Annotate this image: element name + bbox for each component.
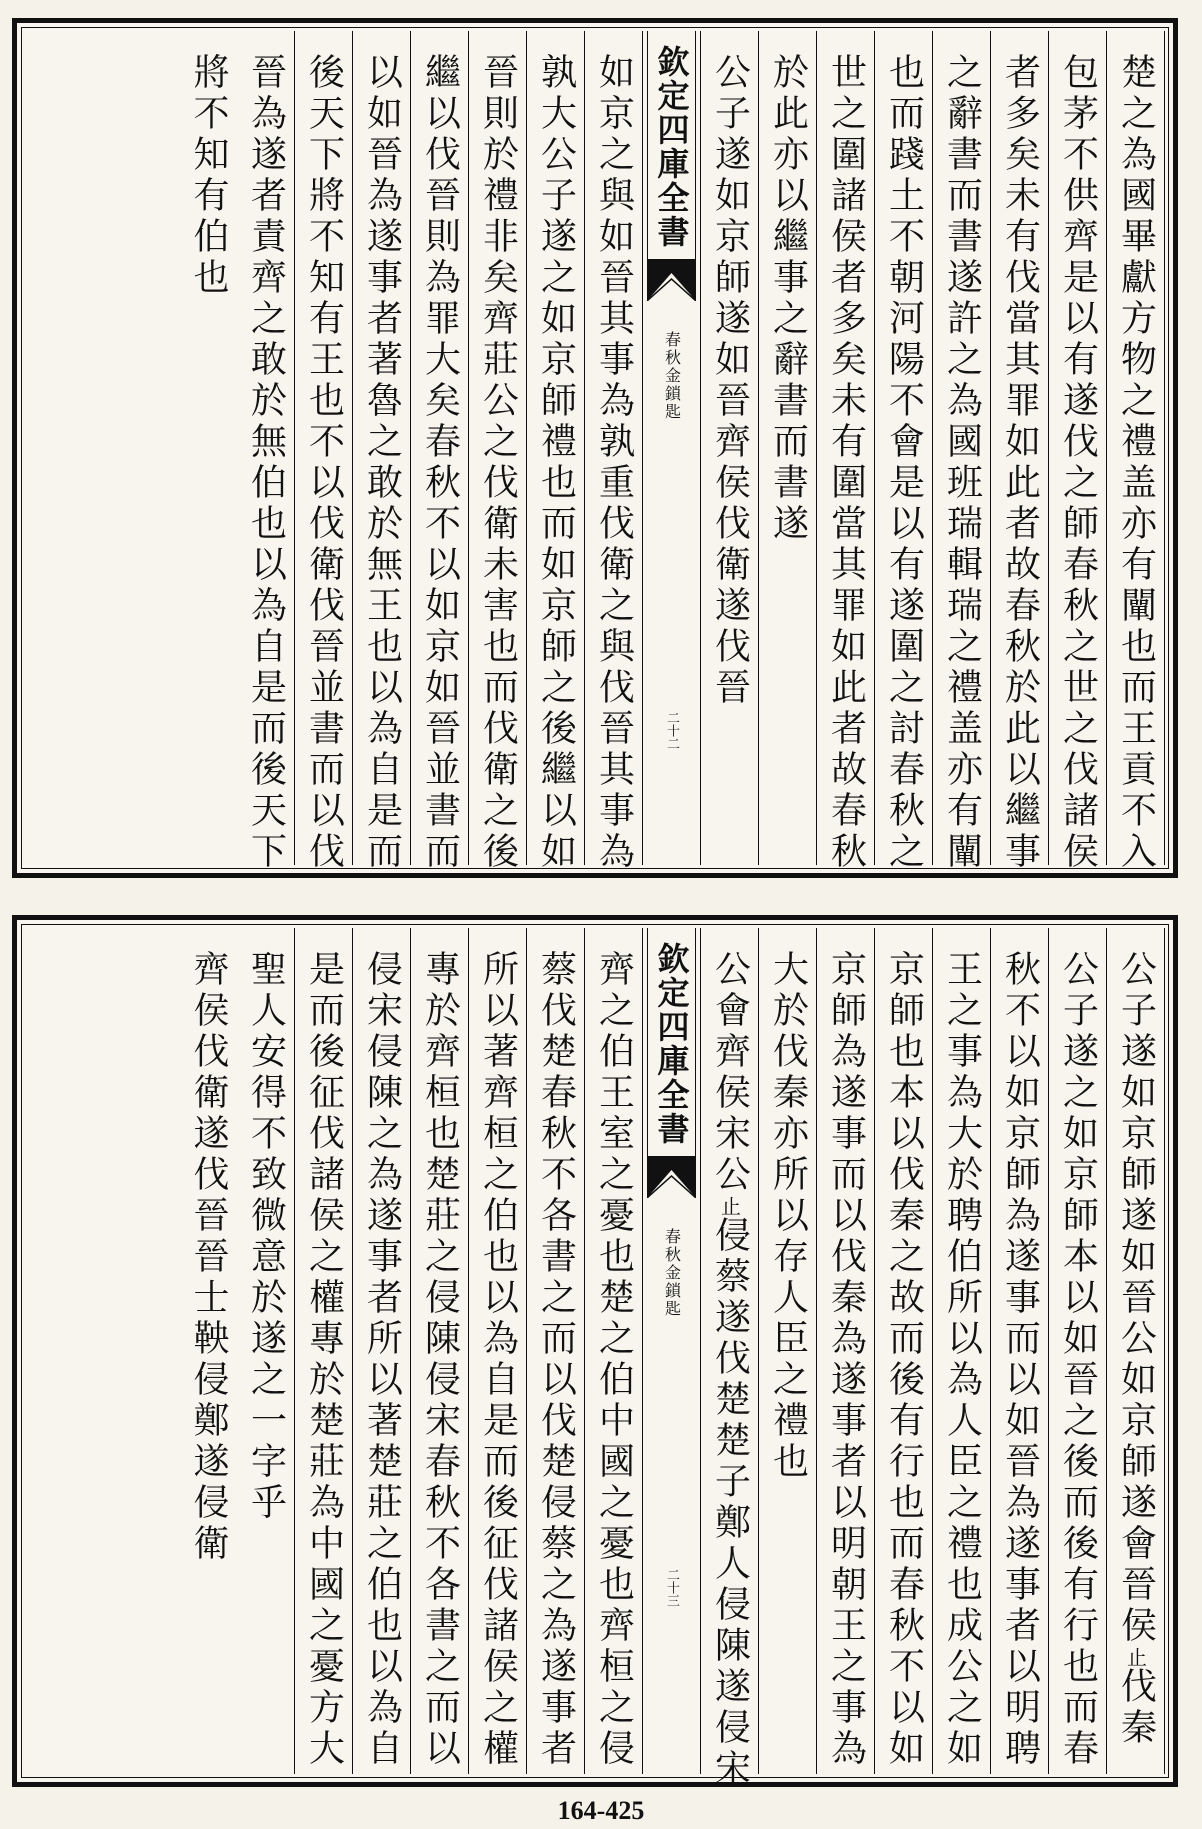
column-text: 者多矣未有伐當其罪如此者故春秋於此以繼事 [999,53,1041,873]
book-subtitle-wrap [643,331,700,421]
column-text: 於此亦以繼事之辭書而書遂 [767,53,809,545]
text-column [759,928,817,1774]
column-text: 所以著齊桓之伯也以為自是而後征伐諸侯之權 [477,950,519,1770]
page-number: 二十三 [664,1568,679,1607]
book-title: 欽定四庫全書 [652,45,691,249]
text-column [991,928,1049,1774]
text-column [469,928,527,1774]
text-column [527,928,585,1774]
book-title-box [647,31,696,259]
book-subtitle: 春秋金鎖匙 [662,1228,682,1318]
text-column [933,31,991,873]
text-column [527,31,585,873]
column-text: 將不知有伯也 [188,53,229,299]
column-main-text: 公會齊侯宋公 [709,950,751,1196]
text-column [817,31,875,873]
column-text: 包茅不供齊是以有遂伐之師春秋之世之伐諸侯 [1057,53,1099,873]
column-text [1115,950,1157,1774]
column-text: 楚之為國畢獻方物之禮盖亦有闡也而王貢不入 [1115,53,1157,873]
page-number: 二十二 [664,711,679,750]
text-column [991,31,1049,873]
book-subtitle: 春秋金鎖匙 [662,331,682,421]
column-text: 秋不以如京師為遂事而以如晉為遂事者以明聘 [999,950,1041,1770]
text-column [179,31,237,865]
text-column [237,31,295,873]
text-column [469,31,527,873]
column-text: 聖人安得不致微意於遂之一字乎 [245,950,287,1524]
bottom-page [12,915,1178,1790]
text-column [585,31,643,873]
column-text: 蔡伐楚春秋不各書之而以伐楚侵蔡之為遂事者 [535,950,577,1770]
column-text: 孰大公子遂之如京師禮也而如京師之後繼以如 [535,53,577,873]
column-text: 繼以伐晉則為罪大矣春秋不以如京如晉並書而 [419,53,461,873]
column-text: 以如晉為遂事者著魯之敢於無王也以為自是而 [361,53,403,873]
text-column [179,928,237,1774]
top-columns [25,31,1165,873]
text-column [817,928,875,1774]
text-column [1049,928,1107,1774]
fish-tail-ornament [647,259,696,301]
fish-tail-icon [647,259,696,301]
column-text: 京師為遂事而以伐秦為遂事者以明朝王之事為 [825,950,867,1770]
text-column [411,31,469,873]
column-text: 侵宋侵陳之為遂事者所以著楚莊之伯也以為自 [361,950,403,1770]
text-column [1049,31,1107,873]
text-column [585,928,643,1774]
text-column [353,31,411,873]
text-column [295,31,353,873]
volume-page-number: 164-425 [557,1796,645,1825]
page-number-wrap [643,711,700,750]
text-column [237,928,295,1774]
column-text: 公子遂之如京師本以如晉之後而後有行也而春 [1057,950,1099,1770]
text-column [875,928,933,1774]
text-column [759,31,817,865]
column-text: 京師也本以伐秦之故而後有行也而春秋不以如 [883,950,925,1770]
text-column [353,928,411,1774]
column-text: 之辭書而書遂許之為國班瑞輯瑞之禮盖亦有闡 [941,53,983,873]
top-page [12,18,1178,878]
text-column [933,928,991,1774]
text-column [701,928,759,1790]
column-tail-text: 侵蔡遂伐楚楚子鄭人侵陳遂侵宋 [709,1216,751,1790]
column-text: 世之圍諸侯者多矣未有圍當其罪如此者故春秋 [825,53,867,873]
text-column [701,31,759,865]
column-text: 後天下將不知有王也不以伐衛伐晉並書而以伐 [303,53,345,873]
center-margin [643,928,701,1774]
column-tail-text: 伐秦 [1115,1667,1157,1749]
column-text: 也而踐土不朝河陽不會是以有遂圍之討春秋之 [883,53,925,873]
text-column [1107,31,1165,873]
book-title: 欽定四庫全書 [652,942,691,1146]
text-column [875,31,933,873]
column-text: 如京之與如晉其事為孰重伐衛之與伐晉其事為 [593,53,635,873]
column-text: 專於齊桓也楚莊之侵陳侵宋春秋不各書之而以 [419,950,461,1770]
text-column [411,928,469,1774]
page-number-wrap [643,1568,700,1607]
column-note: 止 [717,1196,742,1216]
book-subtitle-wrap [643,1228,700,1318]
column-text: 大於伐秦亦所以存人臣之禮也 [767,950,809,1483]
column-text: 齊侯伐衛遂伐晉晉士鞅侵鄭遂侵衛 [188,950,229,1565]
column-text: 是而後征伐諸侯之權專於楚莊為中國之憂方大 [303,950,345,1770]
column-note: 止 [1123,1647,1148,1667]
fish-tail-icon [647,1156,696,1198]
bottom-columns [25,928,1165,1790]
column-text [709,950,751,1790]
text-column [295,928,353,1774]
column-text: 齊之伯王室之憂也楚之伯中國之憂也齊桓之侵 [593,950,635,1770]
column-main-text: 公子遂如京師遂如晉公如京師遂會晉侯 [1115,950,1157,1647]
book-title-box [647,928,696,1156]
column-text: 晉則於禮非矣齊莊公之伐衛未害也而伐衛之後 [477,53,519,873]
column-text: 晉為遂者責齊之敢於無伯也以為自是而後天下 [245,53,287,873]
center-margin [643,31,701,865]
fish-tail-ornament [647,1156,696,1198]
text-column [1107,928,1165,1774]
column-text: 王之事為大於聘伯所以為人臣之禮也成公之如 [941,950,983,1770]
column-text: 公子遂如京師遂如晉齊侯伐衛遂伐晉 [709,53,751,709]
